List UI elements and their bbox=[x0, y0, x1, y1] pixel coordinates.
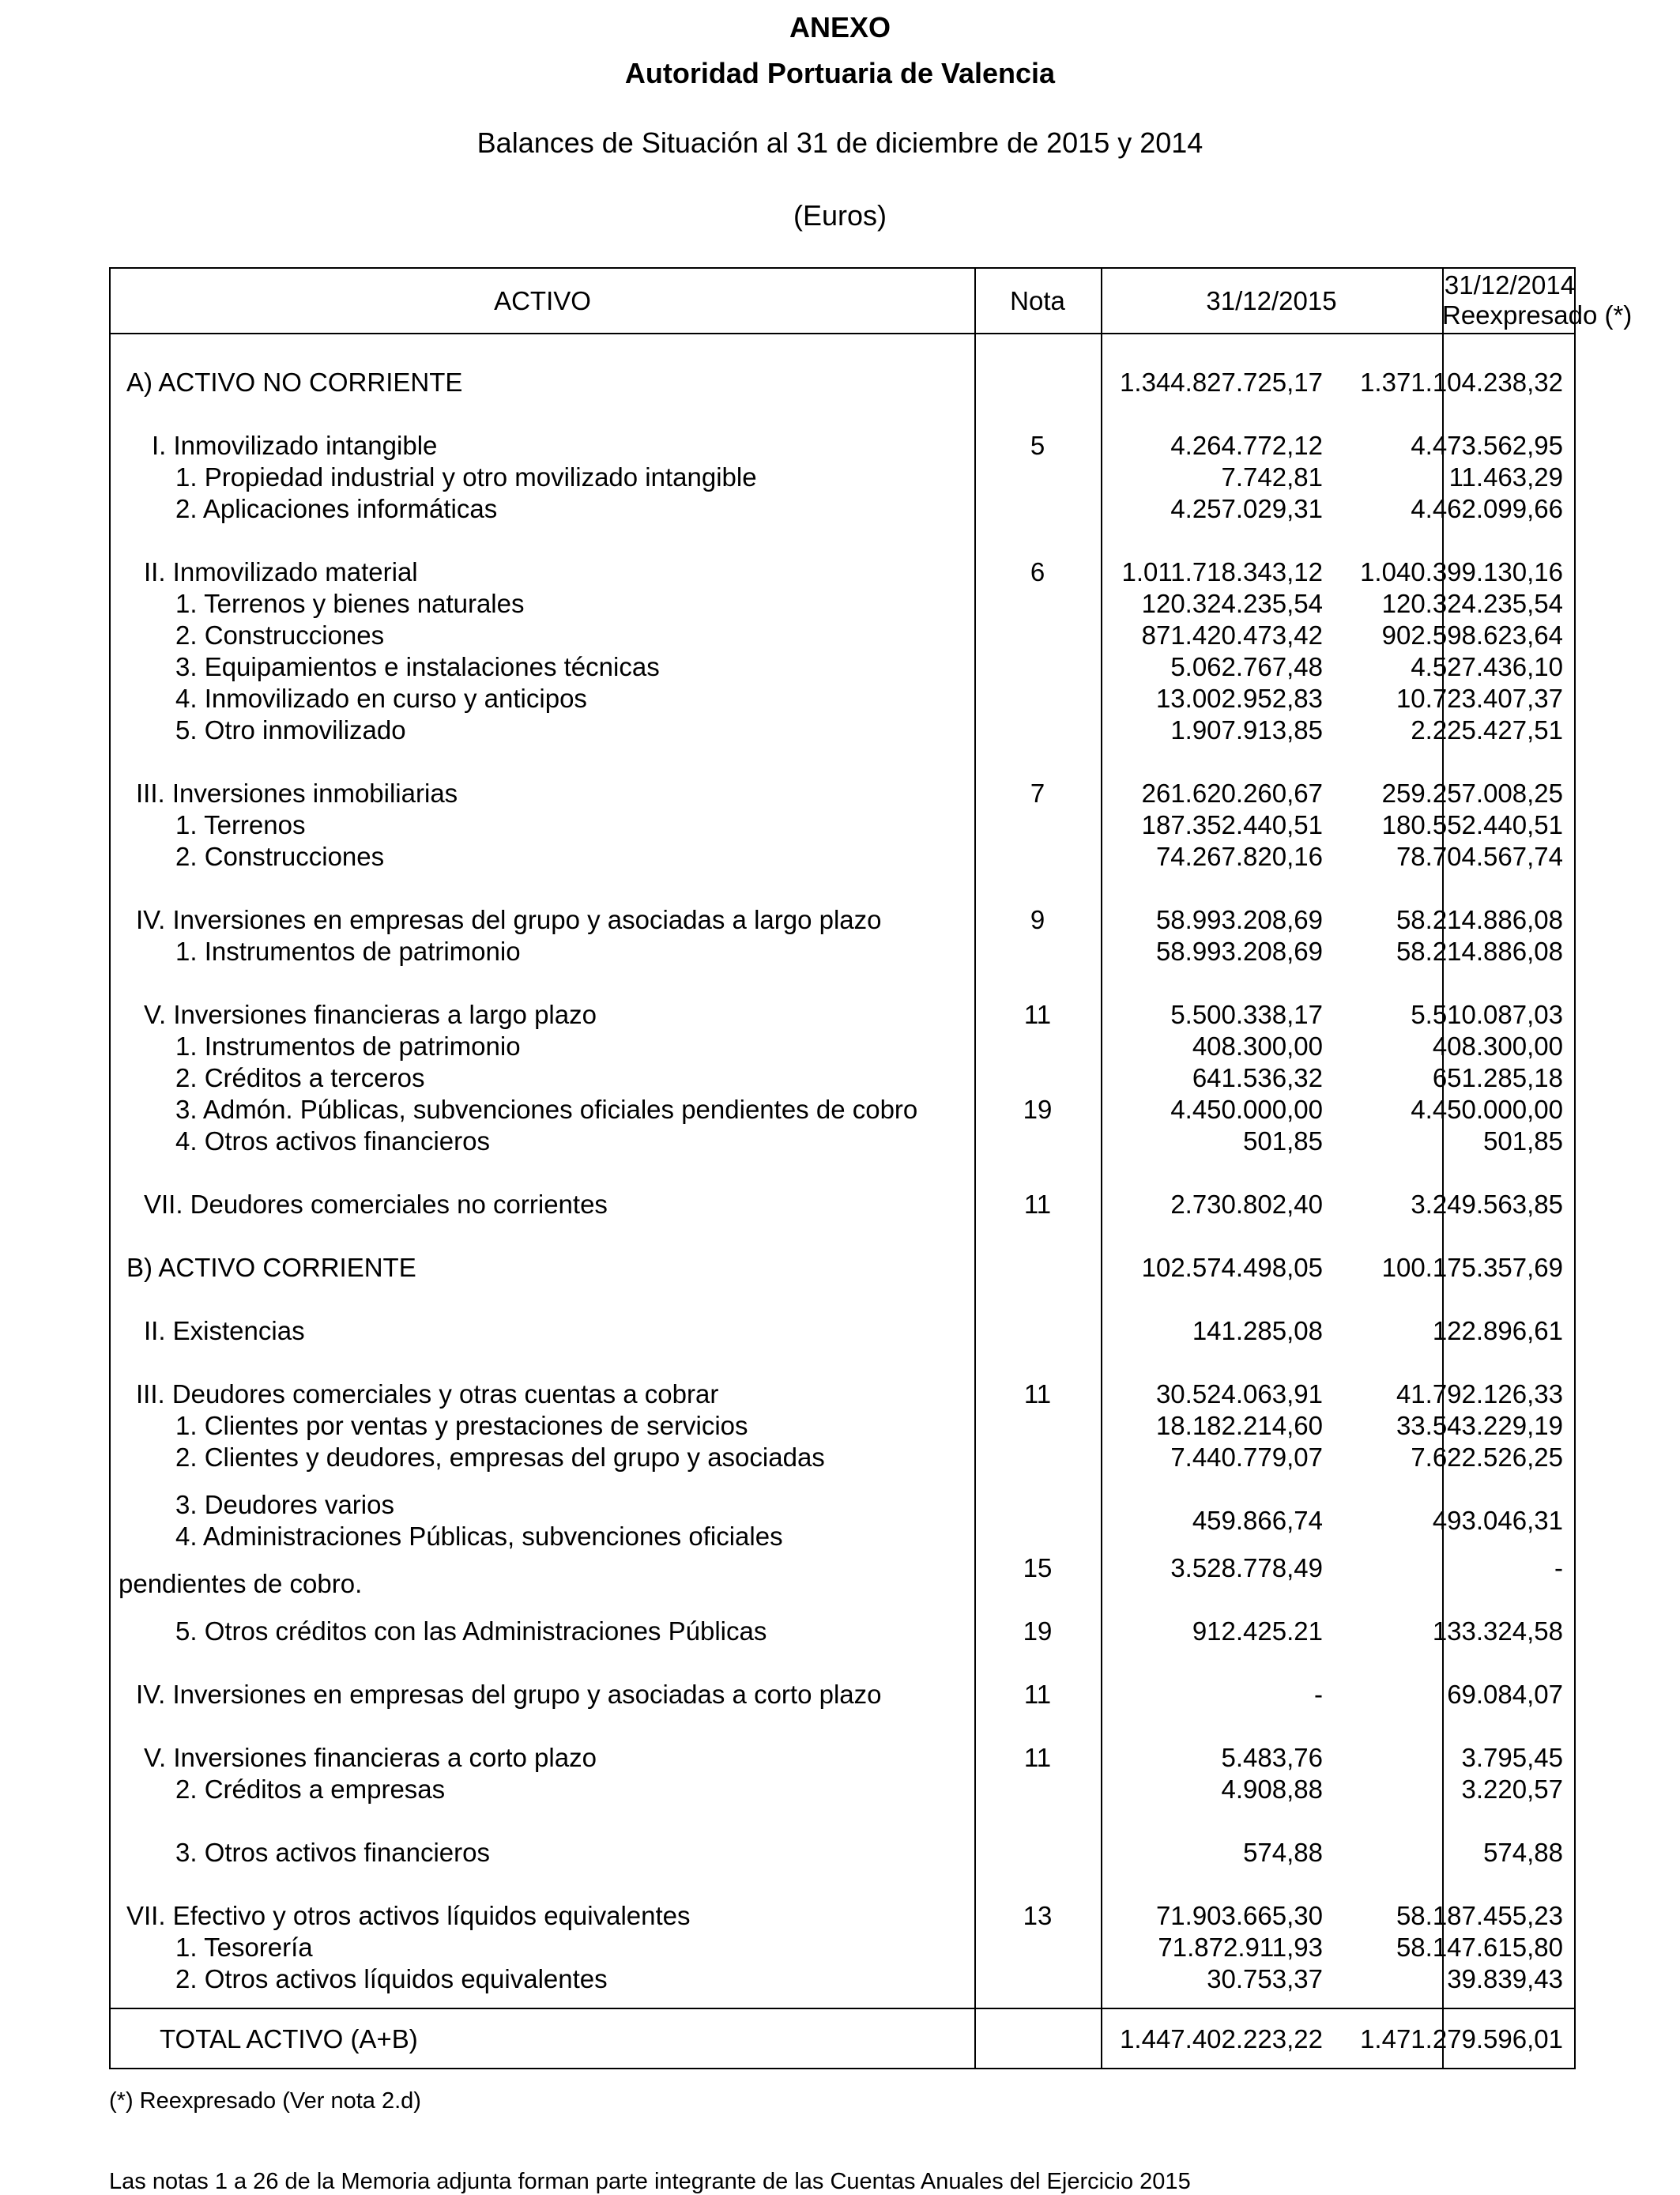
row-nota: 11 bbox=[1023, 1743, 1052, 1772]
column-header-nota: Nota bbox=[1010, 286, 1065, 315]
entity-name: Autoridad Portuaria de Valencia bbox=[624, 57, 1056, 89]
row-value-2015: 4.257.029,31 bbox=[1170, 494, 1323, 523]
row-nota: 11 bbox=[1023, 1000, 1052, 1029]
row-value-2014: 58.147.615,80 bbox=[1396, 1933, 1563, 1962]
row-value-2015: 4.450.000,00 bbox=[1170, 1095, 1323, 1124]
row-value-2014: 41.792.126,33 bbox=[1396, 1379, 1563, 1409]
row-value-2015: 501,85 bbox=[1243, 1126, 1323, 1156]
row-label: 1. Terrenos y bienes naturales bbox=[175, 589, 525, 618]
row-value-2014: 4.450.000,00 bbox=[1411, 1095, 1563, 1124]
row-label: 1. Instrumentos de patrimonio bbox=[175, 1031, 521, 1061]
row-nota: 19 bbox=[1023, 1616, 1053, 1646]
row-value-2014: 408.300,00 bbox=[1432, 1031, 1563, 1061]
row-label: 4. Administraciones Públicas, subvenciones oficiales bbox=[175, 1522, 783, 1551]
row-value-2015: 3.528.778,49 bbox=[1170, 1553, 1323, 1582]
column-header-2015: 31/12/2015 bbox=[1206, 286, 1337, 315]
row-label: 2. Otros activos líquidos equivalentes bbox=[175, 1964, 608, 1993]
row-value-2014: 902.598.623,64 bbox=[1381, 620, 1563, 650]
row-label: III. Deudores comerciales y otras cuentas a cobrar bbox=[136, 1379, 719, 1409]
row-nota: 11 bbox=[1023, 1379, 1052, 1409]
row-value-2014: 122.896,61 bbox=[1432, 1316, 1563, 1345]
column-divider bbox=[1101, 269, 1102, 2068]
row-label: 3. Otros activos financieros bbox=[175, 1838, 490, 1867]
column-header-2014: 31/12/2014 bbox=[1444, 270, 1576, 300]
row-value-2015: - bbox=[1314, 1680, 1323, 1709]
footnote-reexpresado: (*) Reexpresado (Ver nota 2.d) bbox=[109, 2088, 421, 2114]
row-value-2015: 13.002.952,83 bbox=[1155, 684, 1323, 713]
row-value-2015: 408.300,00 bbox=[1192, 1031, 1323, 1061]
row-value-2014: 2.225.427,51 bbox=[1411, 715, 1563, 745]
row-value-2015: 187.352.440,51 bbox=[1141, 810, 1323, 839]
row-value-2014: 39.839,43 bbox=[1447, 1964, 1563, 1993]
row-value-2015: 141.285,08 bbox=[1192, 1316, 1323, 1345]
row-label: I. Inmovilizado intangible bbox=[152, 431, 438, 460]
row-value-2015: 1.344.827.725,17 bbox=[1120, 368, 1323, 397]
row-value-2015: 5.500.338,17 bbox=[1170, 1000, 1323, 1029]
row-value-2015: 1.907.913,85 bbox=[1170, 715, 1323, 745]
row-value-2014: 120.324.235,54 bbox=[1381, 589, 1563, 618]
row-label: 1. Terrenos bbox=[175, 810, 306, 839]
row-label: A) ACTIVO NO CORRIENTE bbox=[126, 368, 463, 397]
row-value-2015: 7.440.779,07 bbox=[1170, 1443, 1323, 1472]
currency-note: (Euros) bbox=[793, 199, 887, 232]
row-value-2015: 2.730.802,40 bbox=[1170, 1190, 1323, 1219]
row-value-2014: - bbox=[1554, 1553, 1563, 1582]
row-label: II. Existencias bbox=[144, 1316, 305, 1345]
row-value-2014: 10.723.407,37 bbox=[1396, 684, 1563, 713]
row-value-2014: 100.175.357,69 bbox=[1381, 1253, 1563, 1282]
row-value-2015: 641.536,32 bbox=[1192, 1063, 1323, 1092]
row-value-2015: 18.182.214,60 bbox=[1155, 1411, 1323, 1440]
row-value-2015: 459.866,74 bbox=[1192, 1506, 1323, 1535]
total-value-2015: 1.447.402.223,22 bbox=[1120, 2024, 1323, 2054]
row-label: 5. Otro inmovilizado bbox=[175, 715, 406, 745]
row-label: 3. Admón. Públicas, subvenciones oficiales pendientes de cobro bbox=[175, 1095, 918, 1124]
row-label: 1. Propiedad industrial y otro movilizado intangible bbox=[175, 462, 757, 492]
total-label: TOTAL ACTIVO (A+B) bbox=[160, 2024, 418, 2054]
row-value-2014: 1.040.399.130,16 bbox=[1360, 557, 1563, 586]
total-divider bbox=[111, 2008, 1574, 2009]
row-label: 1. Tesorería bbox=[175, 1933, 313, 1962]
annex-heading: ANEXO bbox=[789, 11, 891, 43]
row-value-2015: 912.425.21 bbox=[1192, 1616, 1323, 1646]
row-value-2015: 58.993.208,69 bbox=[1155, 905, 1323, 934]
footnote-notas: Las notas 1 a 26 de la Memoria adjunta forman parte integrante de las Cuentas Anuales del Ejercicio 2015 bbox=[109, 2169, 1191, 2194]
row-label: III. Inversiones inmobiliarias bbox=[136, 779, 458, 808]
row-label: 1. Clientes por ventas y prestaciones de servicios bbox=[175, 1411, 748, 1440]
row-value-2014: 501,85 bbox=[1483, 1126, 1563, 1156]
row-value-2014: 133.324,58 bbox=[1432, 1616, 1563, 1646]
row-value-2014: 11.463,29 bbox=[1448, 462, 1563, 492]
row-value-2015: 261.620.260,67 bbox=[1141, 779, 1323, 808]
row-nota: 11 bbox=[1023, 1680, 1052, 1709]
row-value-2015: 871.420.473,42 bbox=[1141, 620, 1323, 650]
row-value-2015: 58.993.208,69 bbox=[1155, 937, 1323, 966]
row-label: 1. Instrumentos de patrimonio bbox=[175, 937, 521, 966]
row-value-2014: 78.704.567,74 bbox=[1396, 842, 1563, 871]
row-label: 5. Otros créditos con las Administraciones Públicas bbox=[175, 1616, 767, 1646]
column-header-activo: ACTIVO bbox=[494, 286, 591, 315]
document-subtitle: Balances de Situación al 31 de diciembre de 2015 y 2014 bbox=[477, 126, 1203, 159]
row-value-2014: 3.795,45 bbox=[1461, 1743, 1563, 1772]
row-value-2015: 574,88 bbox=[1243, 1838, 1323, 1867]
row-value-2014: 3.220,57 bbox=[1461, 1774, 1563, 1804]
row-value-2014: 33.543.229,19 bbox=[1396, 1411, 1563, 1440]
row-value-2014: 3.249.563,85 bbox=[1411, 1190, 1563, 1219]
row-value-2014: 58.214.886,08 bbox=[1396, 905, 1563, 934]
row-value-2014: 651.285,18 bbox=[1432, 1063, 1563, 1092]
row-label: pendientes de cobro. bbox=[119, 1569, 363, 1598]
row-label: 2. Clientes y deudores, empresas del grupo y asociadas bbox=[175, 1443, 825, 1472]
row-label: IV. Inversiones en empresas del grupo y asociadas a corto plazo bbox=[136, 1680, 882, 1709]
row-value-2014: 1.371.104.238,32 bbox=[1360, 368, 1563, 397]
row-value-2015: 74.267.820,16 bbox=[1155, 842, 1323, 871]
row-value-2015: 4.264.772,12 bbox=[1170, 431, 1323, 460]
row-value-2014: 5.510.087,03 bbox=[1411, 1000, 1563, 1029]
row-label: 3. Equipamientos e instalaciones técnicas bbox=[175, 652, 660, 681]
row-value-2014: 180.552.440,51 bbox=[1381, 810, 1563, 839]
row-value-2014: 4.473.562,95 bbox=[1411, 431, 1563, 460]
row-value-2015: 102.574.498,05 bbox=[1141, 1253, 1323, 1282]
row-value-2015: 5.062.767,48 bbox=[1170, 652, 1323, 681]
total-value-2014: 1.471.279.596,01 bbox=[1360, 2024, 1563, 2054]
row-value-2014: 259.257.008,25 bbox=[1381, 779, 1563, 808]
row-nota: 11 bbox=[1023, 1190, 1052, 1219]
row-value-2015: 7.742,81 bbox=[1221, 462, 1323, 492]
row-nota: 15 bbox=[1023, 1553, 1053, 1582]
row-value-2015: 4.908,88 bbox=[1221, 1774, 1323, 1804]
row-value-2014: 4.462.099,66 bbox=[1411, 494, 1563, 523]
row-value-2014: 7.622.526,25 bbox=[1411, 1443, 1563, 1472]
row-value-2014: 574,88 bbox=[1483, 1838, 1563, 1867]
row-value-2015: 30.753,37 bbox=[1207, 1964, 1323, 1993]
row-nota: 9 bbox=[1030, 905, 1045, 934]
row-label: 3. Deudores varios bbox=[175, 1490, 394, 1519]
balance-sheet-table bbox=[109, 267, 1633, 2069]
column-header-2014-reexpresado: Reexpresado (*) bbox=[1442, 300, 1633, 330]
row-label: IV. Inversiones en empresas del grupo y asociadas a largo plazo bbox=[136, 905, 882, 934]
row-label: 2. Créditos a empresas bbox=[175, 1774, 446, 1804]
row-label: 2. Construcciones bbox=[175, 620, 385, 650]
row-value-2015: 120.324.235,54 bbox=[1141, 589, 1323, 618]
row-value-2015: 71.872.911,93 bbox=[1158, 1933, 1323, 1962]
row-label: VII. Deudores comerciales no corrientes bbox=[144, 1190, 608, 1219]
row-nota: 13 bbox=[1023, 1901, 1053, 1930]
row-value-2014: 4.527.436,10 bbox=[1411, 652, 1563, 681]
row-label: VII. Efectivo y otros activos líquidos equivalentes bbox=[126, 1901, 691, 1930]
row-label: V. Inversiones financieras a corto plazo bbox=[144, 1743, 597, 1772]
row-value-2014: 493.046,31 bbox=[1432, 1506, 1563, 1535]
row-value-2014: 58.187.455,23 bbox=[1396, 1901, 1563, 1930]
row-value-2014: 69.084,07 bbox=[1447, 1680, 1563, 1709]
row-value-2015: 30.524.063,91 bbox=[1155, 1379, 1323, 1409]
row-nota: 5 bbox=[1030, 431, 1045, 460]
row-value-2015: 5.483,76 bbox=[1221, 1743, 1323, 1772]
header-divider bbox=[111, 333, 1574, 334]
row-nota: 19 bbox=[1023, 1095, 1053, 1124]
row-label: 2. Aplicaciones informáticas bbox=[175, 494, 498, 523]
row-value-2015: 71.903.665,30 bbox=[1155, 1901, 1323, 1930]
row-nota: 6 bbox=[1030, 557, 1045, 586]
row-nota: 7 bbox=[1030, 779, 1045, 808]
column-divider bbox=[1442, 269, 1444, 2068]
row-label: 4. Otros activos financieros bbox=[175, 1126, 490, 1156]
row-label: 4. Inmovilizado en curso y anticipos bbox=[175, 684, 587, 713]
row-value-2015: 1.011.718.343,12 bbox=[1121, 557, 1323, 586]
row-label: II. Inmovilizado material bbox=[144, 557, 418, 586]
row-label: 2. Construcciones bbox=[175, 842, 385, 871]
row-label: 2. Créditos a terceros bbox=[175, 1063, 425, 1092]
row-label: V. Inversiones financieras a largo plazo bbox=[144, 1000, 597, 1029]
row-value-2014: 58.214.886,08 bbox=[1396, 937, 1563, 966]
row-label: B) ACTIVO CORRIENTE bbox=[126, 1253, 416, 1282]
